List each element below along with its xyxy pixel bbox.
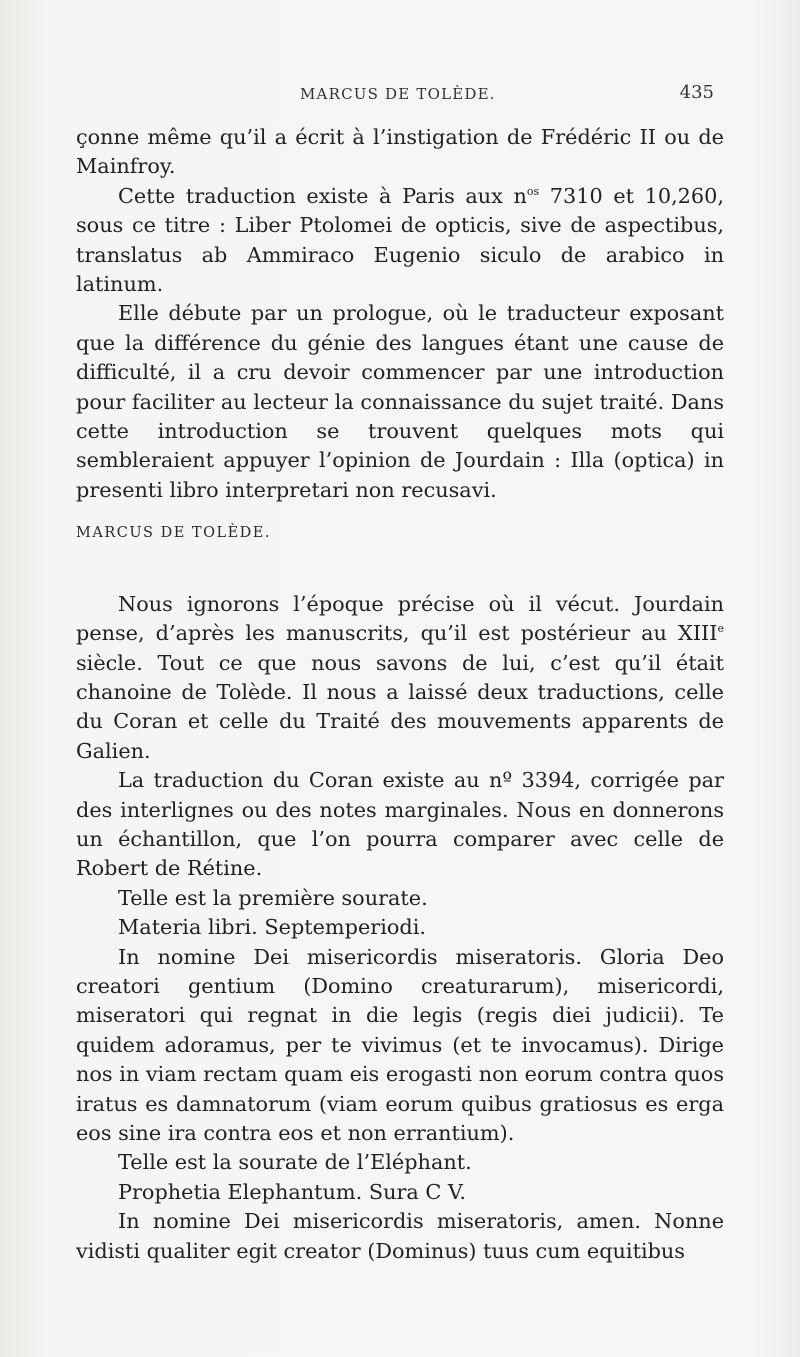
running-title: MARCUS DE TOLÈDE.: [300, 85, 496, 103]
paragraph-first-sura: Telle est la première sourate.: [118, 885, 428, 910]
page-number: 435: [679, 82, 714, 103]
paragraph-continuation: çonne même qu’il a écrit à l’instigation de Frédéric II ou de Mainfroy.: [76, 125, 724, 179]
section-heading: MARCUS DE TOLÈDE.: [76, 525, 272, 542]
body-text: [76, 123, 724, 1266]
paragraph-text: Cette traduction existe à Paris aux n: [118, 183, 527, 208]
paragraph-coran: La traduction du Coran existe au nº 3394, corrigée par des interlignes ou des notes marginales. Nous en donnerons un échantillon, que l’on pourra comparer avec celle de Robert de Rétine.: [76, 768, 724, 881]
paragraph-text: 7310 et 10,260, sous ce titre : Liber Ptolomei de opticis, sive de aspectibus, translatus ab Ammiraco Eugenio siculo de arabico in latinum.: [76, 183, 724, 297]
paragraph-elephant-sura: Telle est la sourate de l’Eléphant.: [118, 1150, 472, 1175]
paragraph-translation: [76, 182, 724, 300]
superscript: os: [526, 184, 540, 198]
running-head: [0, 82, 800, 106]
paragraph-biography: [76, 590, 724, 766]
paragraph-materia: Materia libri. Septemperiodi.: [118, 915, 426, 940]
paragraph-latin-text: In nomine Dei misericordis miseratoris. Gloria Deo creatori gentium (Domino creaturarum), misericordi, miseratori qui regnat in die legis (regis diei judicii). Te quidem adoramus, per te vivimus (et te invocamus). Dirige nos in viam rectam quam eis erogasti non eorum contra quos iratus es damnatorum (viam eorum quibus gratiosus es erga eos sine ira contra eos et non errantium).: [76, 944, 724, 1145]
paragraph-text: Nous ignorons l’époque précise où il vécut. Jourdain pense, d’après les manuscrits, qu’il est postérieur au XIII: [76, 591, 724, 646]
paragraph-text: siècle. Tout ce que nous savons de lui, c’est qu’il était chanoine de Tolède. Il nous a laissé deux traductions, celle du Coran et celle du Traité des mouvements apparents de Galien.: [76, 650, 724, 763]
paragraph-prologue: Elle débute par un prologue, où le traducteur exposant que la différence du génie des langues étant une cause de difficulté, il a cru devoir commencer par une introduction pour faciliter au lecteur la connaissance du sujet traité. Dans cette introduction se trouvent quelques mots qui sembleraient appuyer l’opinion de Jourdain : Illa (optica) in presenti libro interpretari non recusavi.: [76, 301, 724, 502]
superscript: e: [717, 622, 724, 636]
paragraph-latin-elephant: In nomine Dei misericordis miseratoris, amen. Nonne vidisti qualiter egit creator (Dominus) tuus cum equitibus: [76, 1209, 724, 1263]
paragraph-prophetia: Prophetia Elephantum. Sura C V.: [118, 1179, 466, 1204]
